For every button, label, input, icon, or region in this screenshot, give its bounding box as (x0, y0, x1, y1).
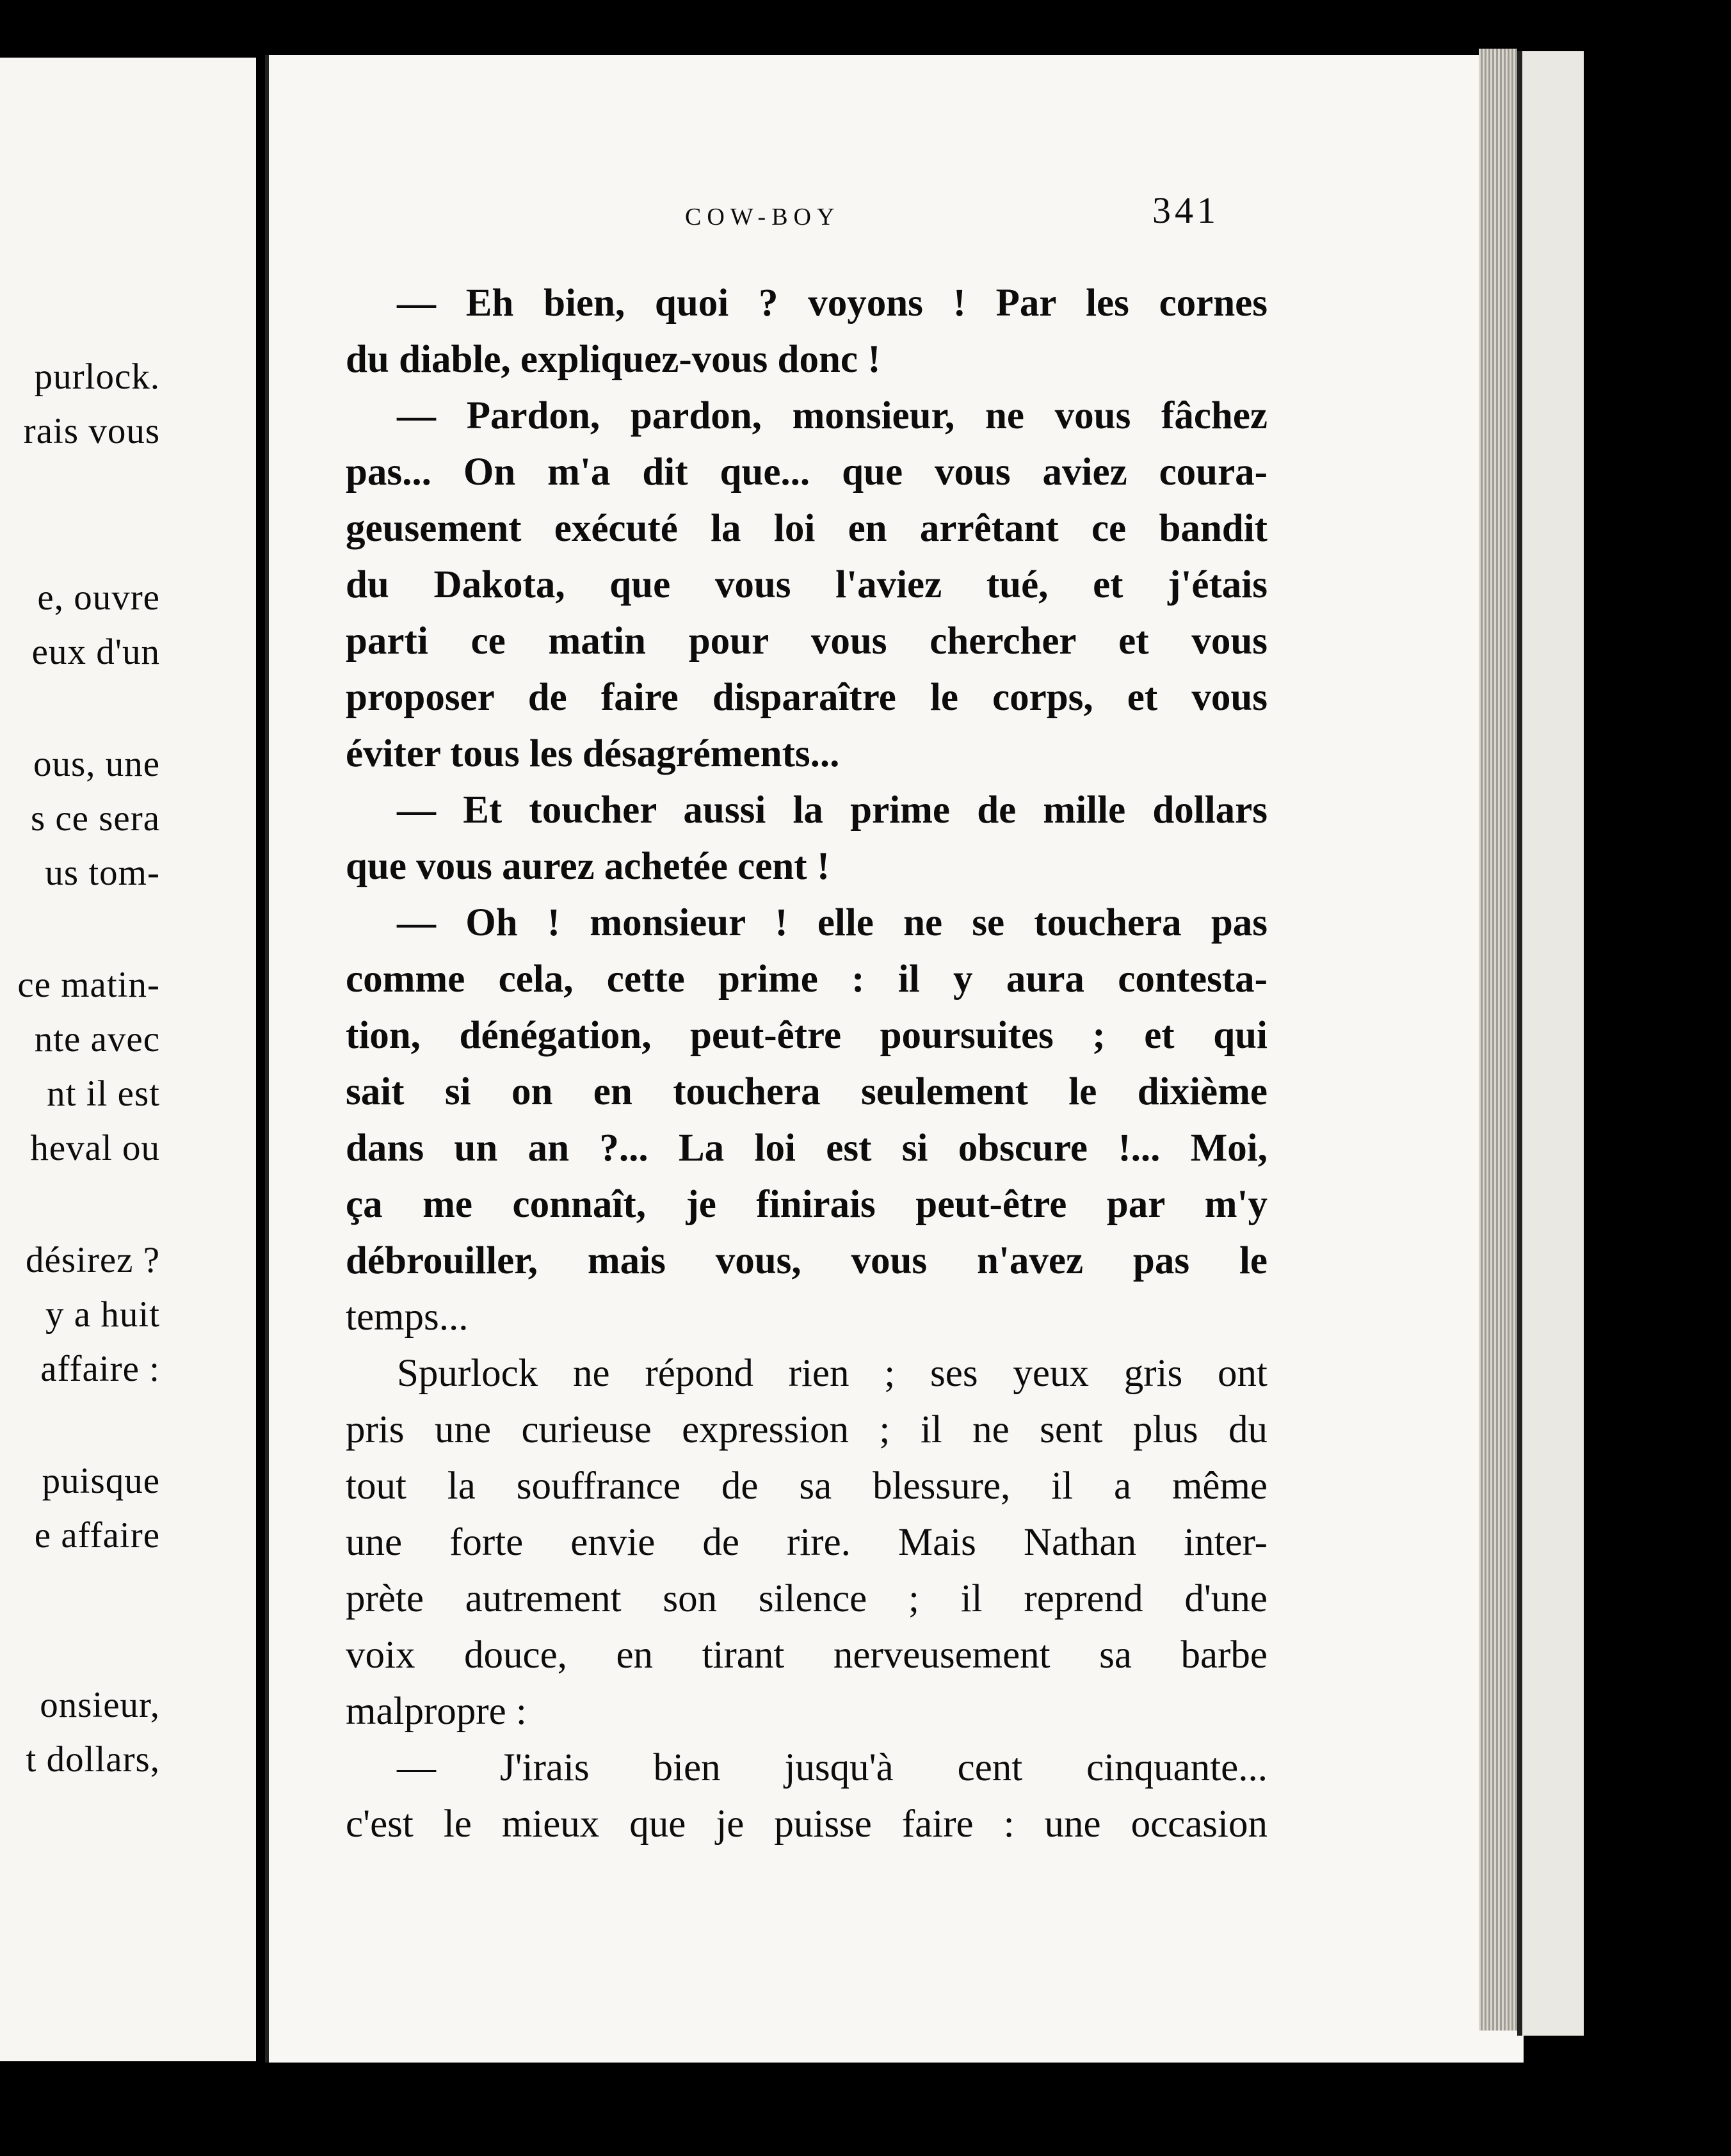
left-page-fragment: onsieur, (40, 1685, 160, 1725)
text-line: pris une curieuse expression ; il ne sent plus du (346, 1408, 1268, 1451)
text-line: geusement exécuté la loi en arrêtant ce bandit (346, 507, 1268, 550)
left-page-fragment: désirez ? (26, 1240, 160, 1280)
left-page-fragment: heval ou (30, 1128, 160, 1168)
text-line: — J'irais bien jusqu'à cent cinquante... (397, 1746, 1268, 1789)
text-line: — Et toucher aussi la prime de mille dollars (397, 789, 1268, 832)
text-line: sait si on en touchera seulement le dixième (346, 1070, 1268, 1113)
text-line: voix douce, en tirant nerveusement sa barbe (346, 1634, 1268, 1677)
text-line: c'est le mieux que je puisse faire : une occasion (346, 1803, 1268, 1846)
text-line: tion, dénégation, peut-être poursuites ; et qui (346, 1014, 1268, 1057)
left-page-fragment: affaire : (40, 1349, 160, 1389)
text-line: — Pardon, pardon, monsieur, ne vous fâchez (397, 394, 1268, 437)
left-page-fragment: ce matin- (17, 965, 160, 1005)
text-line: du Dakota, que vous l'aviez tué, et j'étais (346, 563, 1268, 606)
back-cover-edge (1517, 51, 1584, 2036)
left-page (0, 58, 256, 2061)
text-line: — Eh bien, quoi ? voyons ! Par les cornes (397, 282, 1268, 325)
text-line: débrouiller, mais vous, vous n'avez pas le (346, 1239, 1268, 1282)
running-head: COW-BOY (685, 204, 841, 230)
left-page-fragment: puisque (42, 1461, 160, 1501)
text-line: pas... On m'a dit que... que vous aviez coura- (346, 451, 1268, 494)
text-line: proposer de faire disparaître le corps, et vous (346, 676, 1268, 719)
left-page-fragment: eux d'un (31, 632, 160, 672)
text-line: Spurlock ne répond rien ; ses yeux gris ont (397, 1352, 1268, 1395)
text-line: dans un an ?... La loi est si obscure !... Moi, (346, 1127, 1268, 1170)
text-line: malpropre : (346, 1690, 527, 1733)
left-page-fragment: nt il est (47, 1074, 160, 1114)
left-page-fragment: ous, une (33, 744, 160, 784)
left-page-fragment: us tom- (45, 853, 160, 893)
left-page-fragment: rais vous (23, 411, 160, 451)
body-text (346, 275, 1268, 1853)
left-page-fragment: e affaire (34, 1515, 160, 1556)
left-page-fragment: t dollars, (26, 1739, 160, 1780)
text-line: tout la souffrance de sa blessure, il a même (346, 1465, 1268, 1508)
left-page-fragment: purlock. (34, 357, 160, 397)
text-line: comme cela, cette prime : il y aura contesta- (346, 958, 1268, 1001)
left-page-fragment: nte avec (34, 1019, 160, 1059)
text-line: une forte envie de rire. Mais Nathan inter- (346, 1521, 1268, 1564)
page-number: 341 (1152, 189, 1220, 231)
text-line: du diable, expliquez-vous donc ! (346, 338, 881, 381)
left-page-fragment: y a huit (45, 1294, 160, 1335)
text-line: parti ce matin pour vous chercher et vous (346, 620, 1268, 663)
text-line: temps... (346, 1296, 469, 1339)
left-page-fragment: e, ouvre (37, 577, 160, 618)
text-line: éviter tous les désagréments... (346, 732, 840, 775)
text-line: — Oh ! monsieur ! elle ne se touchera pas (397, 901, 1268, 944)
text-line: ça me connaît, je finirais peut-être par m'y (346, 1183, 1268, 1226)
text-line: que vous aurez achetée cent ! (346, 845, 830, 888)
left-page-fragment: s ce sera (30, 798, 160, 839)
page-edges (1479, 49, 1517, 2031)
text-line: prète autrement son silence ; il reprend d'une (346, 1577, 1268, 1620)
